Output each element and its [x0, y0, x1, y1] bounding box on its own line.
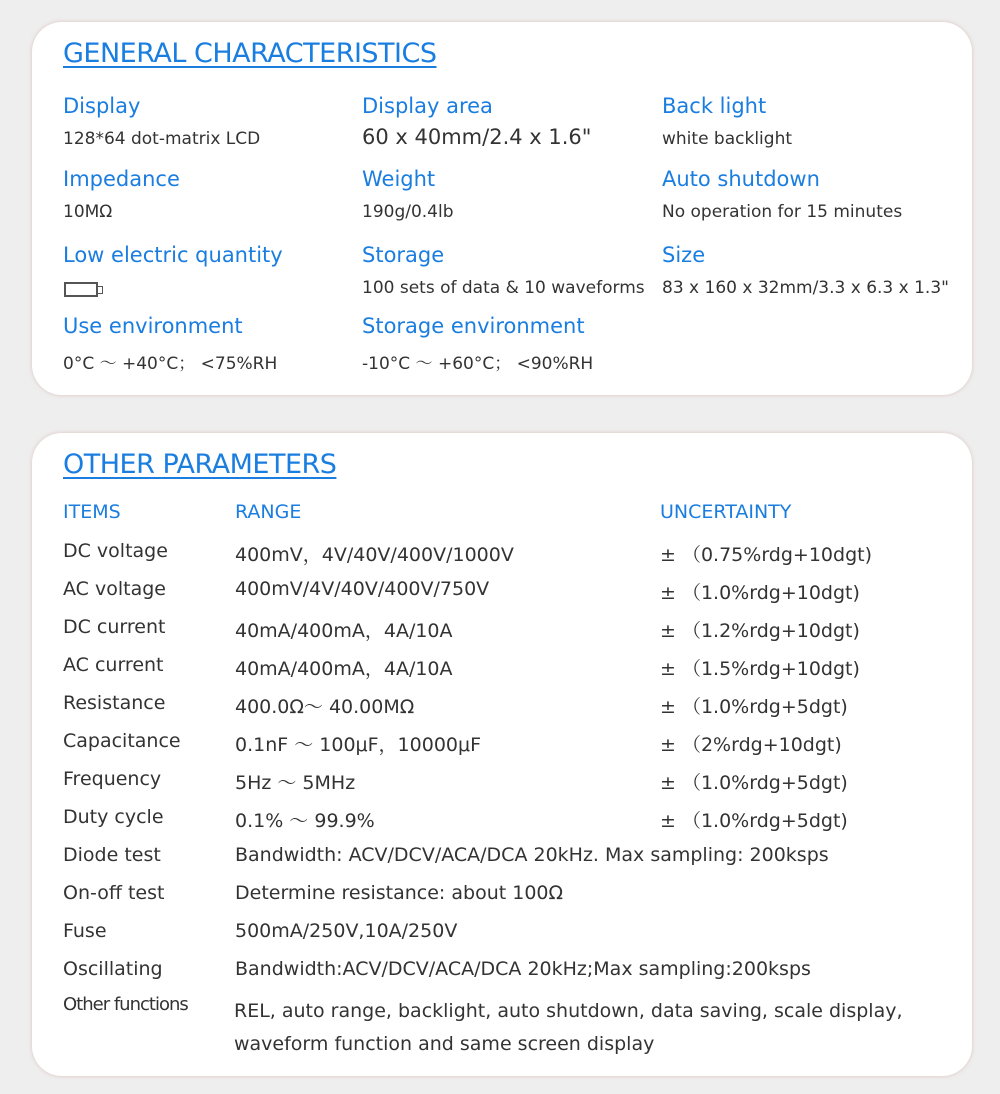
- spec-label: Low electric quantity: [63, 243, 283, 267]
- item-range: 5Hz ～ 5MHz: [235, 772, 356, 794]
- item-range: 0.1nF ～ 100μF，10000μF: [235, 734, 482, 756]
- spec-label: Storage environment: [362, 314, 585, 338]
- item-name: On-off test: [63, 882, 165, 904]
- spec-label: Display area: [362, 94, 493, 118]
- item-uncertainty: ± （1.2%rdg+10dgt): [660, 620, 860, 642]
- item-name: Resistance: [63, 692, 166, 714]
- item-uncertainty: ± （2%rdg+10dgt): [660, 734, 842, 756]
- item-uncertainty: ± （1.0%rdg+5dgt): [660, 772, 848, 794]
- section-title: OTHER PARAMETERS: [63, 449, 337, 480]
- spec-label: Size: [662, 243, 706, 267]
- other-parameters-card: [32, 433, 972, 1076]
- section-title: GENERAL CHARACTERISTICS: [63, 38, 437, 69]
- spec-label: Impedance: [63, 167, 180, 191]
- spec-value: 190g/0.4lb: [362, 202, 454, 222]
- spec-label: Back light: [662, 94, 767, 118]
- low-battery-icon: [64, 282, 98, 297]
- spec-value: 100 sets of data & 10 waveforms: [362, 278, 645, 298]
- item-range: 40mA/400mA，4A/10A: [235, 620, 453, 642]
- spec-label: Storage: [362, 243, 445, 267]
- item-name: Duty cycle: [63, 806, 164, 828]
- general-characteristics-card: [32, 22, 972, 395]
- item-name: DC current: [63, 616, 166, 638]
- item-uncertainty: ± （0.75%rdg+10dgt): [660, 544, 872, 566]
- header-uncertainty: UNCERTAINTY: [660, 501, 792, 523]
- spec-label: Auto shutdown: [662, 167, 820, 191]
- spec-label: Use environment: [63, 314, 243, 338]
- spec-label: Display: [63, 94, 141, 118]
- other-functions-line2: waveform function and same screen display: [234, 1033, 655, 1055]
- item-range: Bandwidth:ACV/DCV/ACA/DCA 20kHz;Max sampling:200ksps: [235, 958, 811, 980]
- item-uncertainty: ± （1.0%rdg+5dgt): [660, 696, 848, 718]
- header-items: ITEMS: [63, 501, 121, 523]
- item-name: AC current: [63, 654, 164, 676]
- spec-value: 128*64 dot-matrix LCD: [63, 129, 261, 149]
- item-range: 400mV/4V/40V/400V/750V: [235, 578, 490, 600]
- item-uncertainty: ± （1.0%rdg+5dgt): [660, 810, 848, 832]
- header-range: RANGE: [235, 501, 302, 523]
- spec-value: No operation for 15 minutes: [662, 202, 903, 222]
- spec-value: 60 x 40mm/2.4 x 1.6": [362, 125, 592, 149]
- item-range: 400.0Ω～ 40.00MΩ: [235, 696, 415, 718]
- spec-value: white backlight: [662, 129, 793, 149]
- spec-label: Weight: [362, 167, 436, 191]
- item-range: Determine resistance: about 100Ω: [235, 882, 564, 904]
- spec-value: 83 x 160 x 32mm/3.3 x 6.3 x 1.3": [662, 278, 949, 298]
- item-name: Capacitance: [63, 730, 181, 752]
- other-functions-label: Other functions: [63, 994, 188, 1015]
- item-range: Bandwidth: ACV/DCV/ACA/DCA 20kHz. Max sampling: 200ksps: [235, 844, 829, 866]
- item-name: Diode test: [63, 844, 161, 866]
- item-range: 500mA/250V,10A/250V: [235, 920, 458, 942]
- item-name: Oscillating: [63, 958, 163, 980]
- item-name: Frequency: [63, 768, 162, 790]
- item-range: 400mV，4V/40V/400V/1000V: [235, 544, 514, 566]
- spec-value: 10MΩ: [63, 202, 113, 222]
- item-range: 40mA/400mA，4A/10A: [235, 658, 453, 680]
- item-name: AC voltage: [63, 578, 166, 600]
- item-uncertainty: ± （1.0%rdg+10dgt): [660, 582, 860, 604]
- spec-value: 0°C ～ +40°C； <75%RH: [63, 354, 278, 374]
- item-range: 0.1% ～ 99.9%: [235, 810, 375, 832]
- item-name: Fuse: [63, 920, 107, 942]
- spec-value: -10°C ～ +60°C； <90%RH: [362, 354, 594, 374]
- item-name: DC voltage: [63, 540, 168, 562]
- other-functions-line1: REL, auto range, backlight, auto shutdown, data saving, scale display,: [234, 1000, 903, 1022]
- item-uncertainty: ± （1.5%rdg+10dgt): [660, 658, 860, 680]
